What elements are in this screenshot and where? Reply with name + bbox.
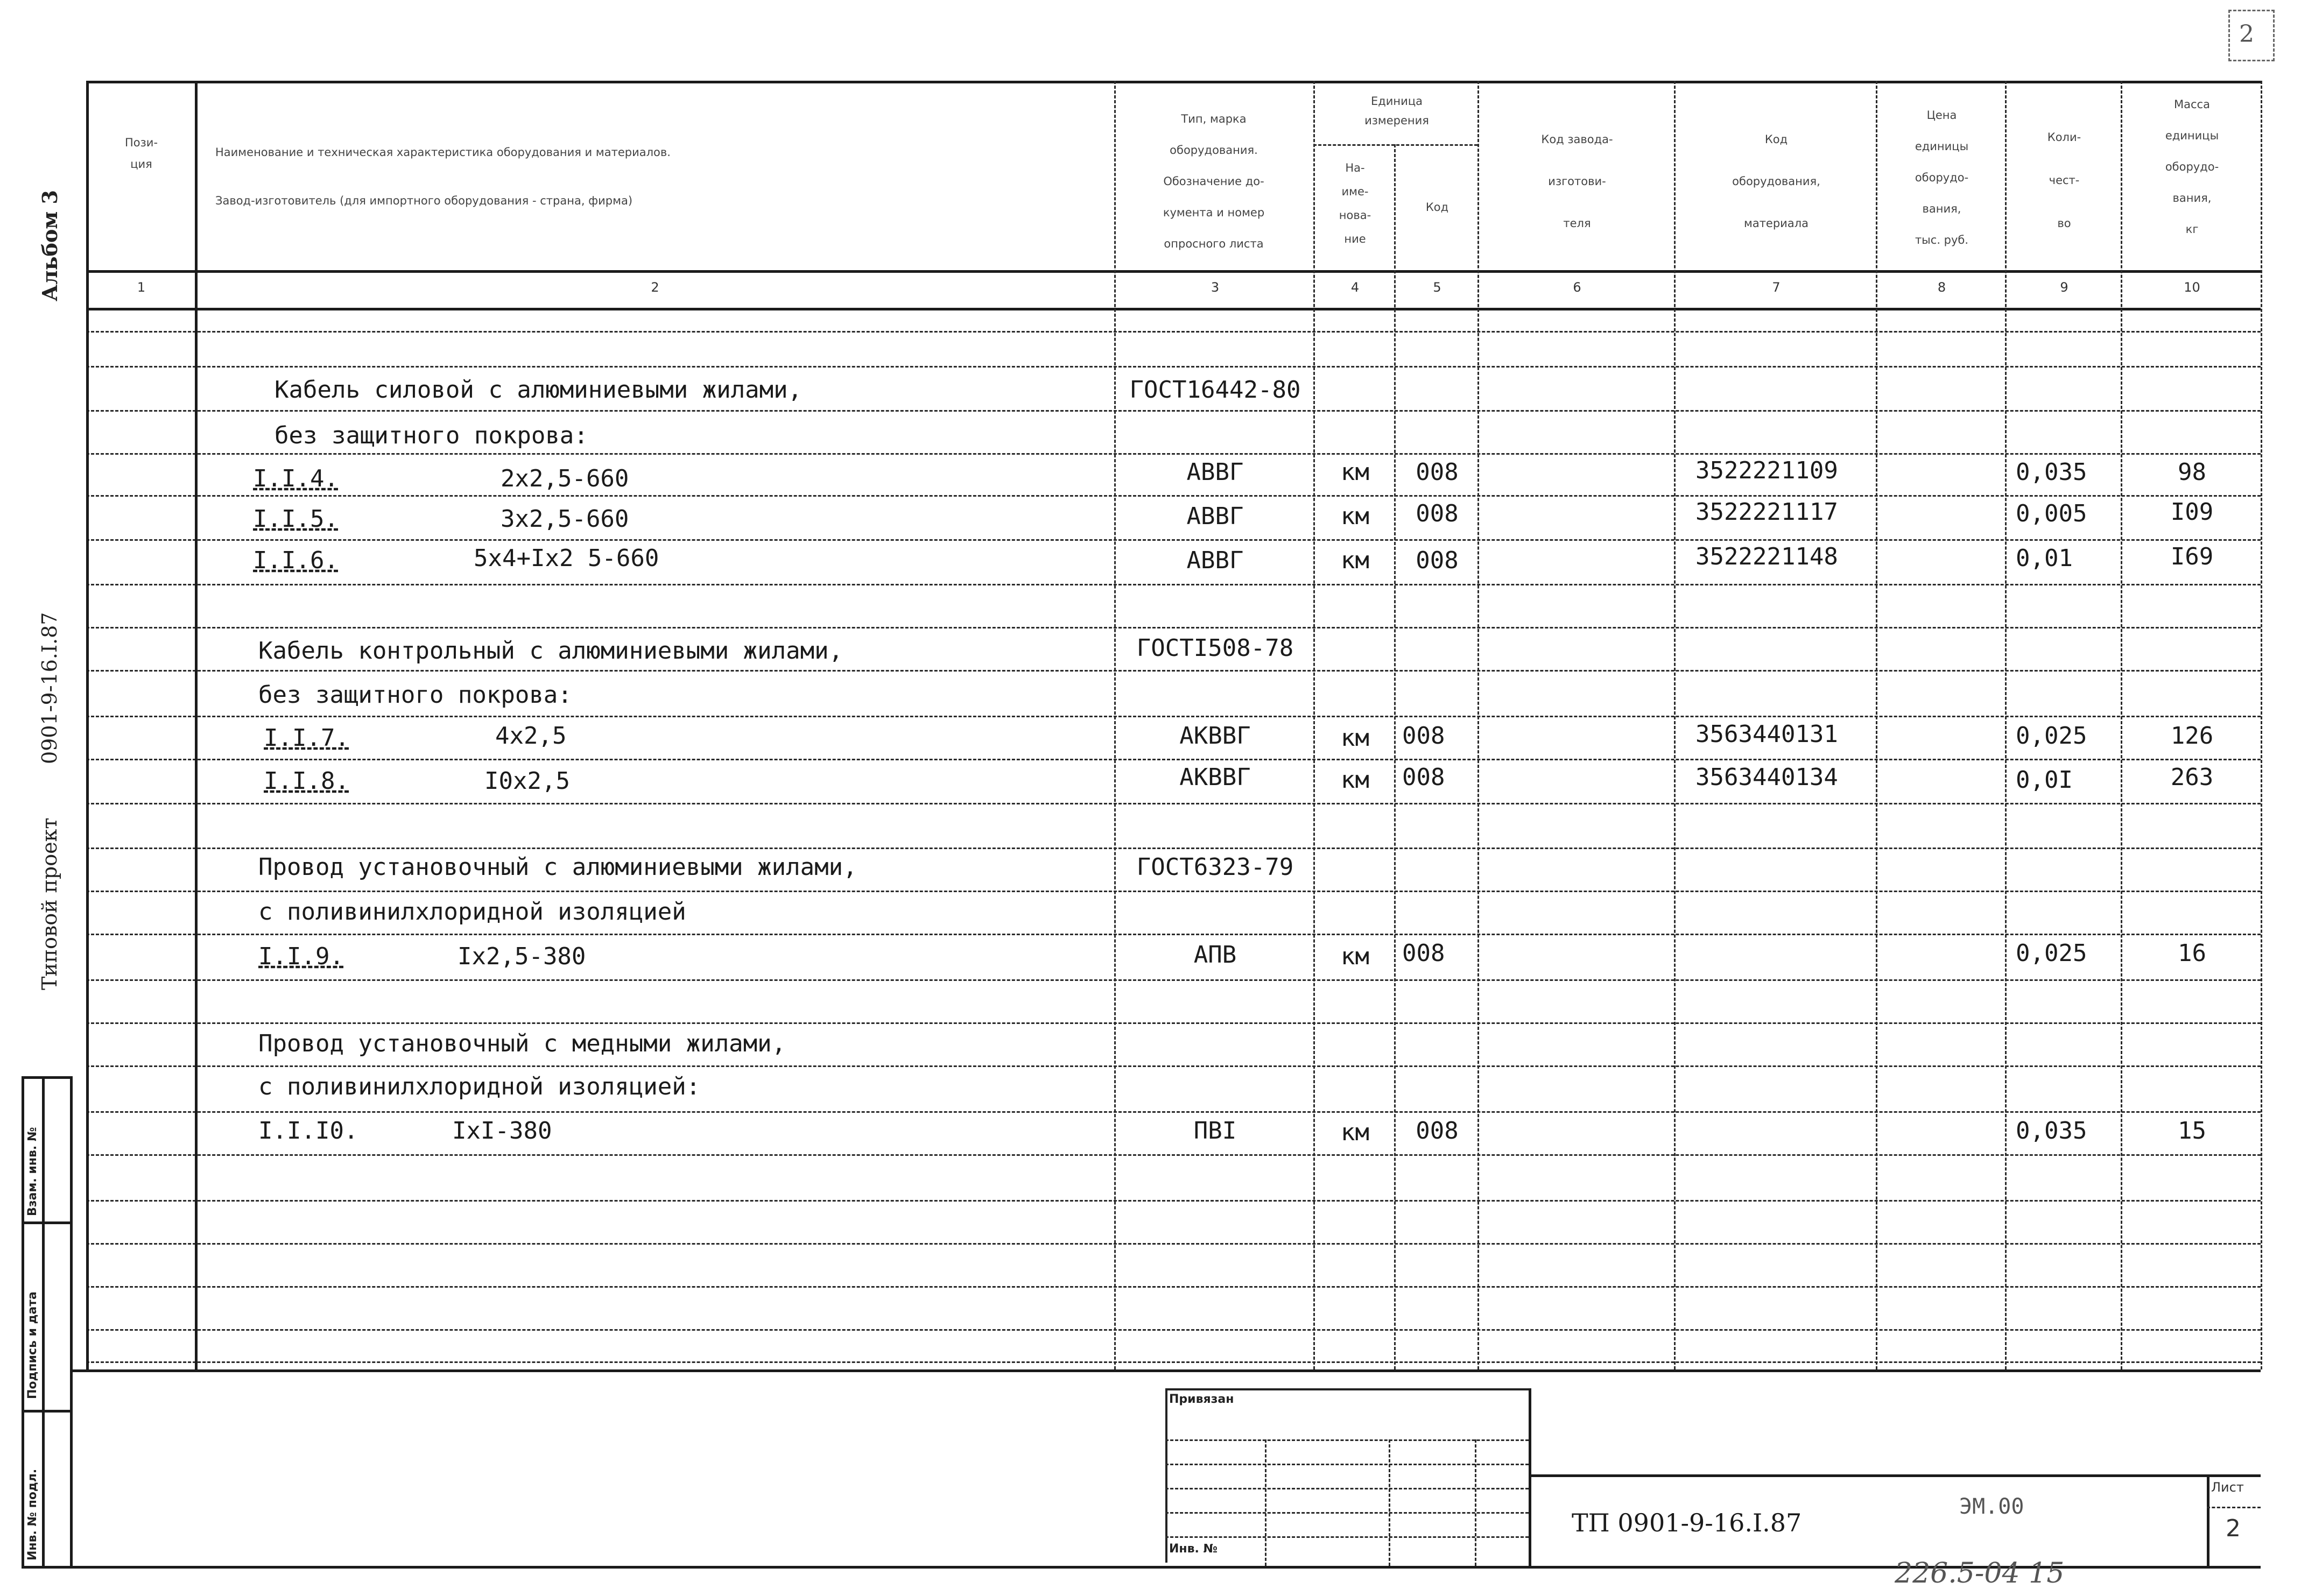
row-quantity: 0,01 [2016, 545, 2073, 572]
header-unit-code: Код [1425, 201, 1449, 214]
row-type: АКВВГ [1179, 764, 1251, 791]
stamp-signature-date: Подпись и дата [26, 1291, 39, 1399]
row-unit: км [1341, 943, 1369, 970]
row-mass: I09 [2170, 498, 2214, 526]
row-type: ПВI [1193, 1117, 1237, 1145]
row-type: АВВГ [1186, 458, 1244, 486]
row-item-code: 3522221148 [1695, 543, 1838, 570]
row-unit-code: 008 [1416, 500, 1459, 527]
row-spec: IxI-380 [452, 1117, 552, 1145]
row-mass: 15 [2178, 1117, 2206, 1145]
header-unit: Единица измерения [1364, 95, 1429, 127]
row-unit-code: 008 [1416, 1117, 1459, 1145]
sheet-corner-number: 2 [2239, 20, 2254, 48]
row-spec: I0x2,5 [484, 767, 570, 795]
album-label: Альбом 3 [38, 190, 62, 301]
header-quantity: Коли- чест- во [2047, 131, 2081, 230]
row-unit: км [1341, 503, 1369, 530]
col-number: 1 [137, 280, 146, 295]
row-name: Кабель силовой с алюминиевыми жилами, [275, 376, 803, 404]
row-spec: 2x2,5-660 [501, 465, 629, 492]
row-position: I.I.I0. [258, 1117, 358, 1145]
row-unit: км [1341, 766, 1369, 794]
row-quantity: 0,0I [2016, 766, 2073, 794]
header-item-code: Код оборудования, материала [1732, 133, 1820, 230]
row-unit: км [1341, 724, 1369, 752]
row-name: без защитного покрова: [275, 422, 588, 449]
row-position: I.I.6. [253, 547, 339, 574]
col-number: 2 [651, 280, 659, 295]
row-quantity: 0,005 [2016, 500, 2087, 527]
row-unit-code: 008 [1402, 764, 1445, 791]
inventory-label: Инв. № [1169, 1542, 1218, 1556]
project-code: 0901-9-16.I.87 [38, 612, 61, 764]
row-mass: 98 [2178, 458, 2206, 486]
row-item-code: 3563440134 [1695, 764, 1838, 791]
row-mass: 16 [2178, 940, 2206, 967]
row-type: ГОСТ16442-80 [1129, 376, 1301, 404]
row-quantity: 0,035 [2016, 1117, 2087, 1145]
header-maker-code: Код завода- изготови- теля [1541, 133, 1613, 230]
row-item-code: 3522221117 [1695, 498, 1838, 526]
row-unit: км [1341, 547, 1369, 574]
header-name: Наименование и техническая характеристика оборудования и материалов. Завод-изготовитель (для импортного оборудования - страна, фирма) [215, 146, 671, 207]
header-unit-name: На- име- нова- ние [1339, 161, 1371, 245]
row-name: Кабель контрольный с алюминиевыми жилами, [258, 637, 843, 665]
row-spec: 4x2,5 [495, 722, 567, 750]
row-mass: 263 [2170, 764, 2214, 791]
row-name: с поливинилхлоридной изоляцией: [258, 1073, 701, 1100]
stamp-inv-orig: Инв. № подл. [26, 1468, 39, 1560]
row-unit: км [1341, 1119, 1369, 1146]
col-number: 5 [1433, 280, 1441, 295]
row-spec: 3x2,5-660 [501, 505, 629, 533]
col-number: 8 [1937, 280, 1946, 295]
row-spec: Ix2,5-380 [458, 943, 586, 970]
row-position: I.I.5. [253, 505, 339, 533]
row-quantity: 0,025 [2016, 940, 2087, 967]
row-name: Провод установочный с медными жилами, [258, 1030, 786, 1057]
sheet-number: 2 [2226, 1515, 2241, 1542]
document-code: ТП 0901-9-16.I.87 [1572, 1508, 1802, 1537]
col-number: 3 [1211, 280, 1220, 295]
row-unit-code: 008 [1416, 547, 1459, 574]
row-position: I.I.4. [253, 465, 339, 492]
linked-label: Привязан [1169, 1393, 1234, 1406]
header-position: Пози- ция [124, 136, 158, 171]
row-type: ГОСТI508-78 [1136, 634, 1294, 662]
row-mass: I69 [2170, 543, 2214, 570]
row-position: I.I.9. [258, 943, 344, 970]
row-item-code: 3563440131 [1695, 721, 1838, 748]
project-label: Типовой проект [38, 817, 61, 990]
row-unit-code: 008 [1416, 458, 1459, 486]
row-type: АКВВГ [1179, 722, 1251, 750]
sheet-label: Лист [2211, 1480, 2244, 1495]
row-name: с поливинилхлоридной изоляцией [258, 898, 686, 926]
col-number: 9 [2060, 280, 2068, 295]
row-type: АВВГ [1186, 503, 1244, 530]
col-number: 10 [2184, 280, 2200, 295]
row-quantity: 0,035 [2016, 458, 2087, 486]
row-mass: 126 [2170, 722, 2214, 750]
row-type: АПВ [1193, 941, 1237, 969]
handwritten-note: 226.5-04 15 [1895, 1557, 2065, 1590]
row-type: АВВГ [1186, 547, 1244, 574]
row-type: ГОСТ6323-79 [1136, 853, 1294, 881]
row-position: I.I.8. [264, 767, 349, 795]
row-unit-code: 008 [1402, 722, 1445, 750]
col-number: 6 [1573, 280, 1581, 295]
row-item-code: 3522221109 [1695, 457, 1838, 484]
header-mass: Масса единицы оборудо- вания, кг [2165, 98, 2219, 236]
col-number: 4 [1350, 280, 1360, 295]
header-price: Цена единицы оборудо- вания, тыс. руб. [1915, 109, 1969, 246]
document-mark: ЭМ.00 [1959, 1494, 2024, 1519]
stamp-replaced-inv: Взам. инв. № [26, 1127, 39, 1216]
header-type: Тип, марка оборудования. Обозначение до- кумента и номер опросного листа [1163, 112, 1265, 250]
row-spec: 5x4+Ix2 5-660 [474, 545, 659, 572]
row-name: Провод установочный с алюминиевыми жилами, [258, 853, 857, 881]
row-position: I.I.7. [264, 724, 349, 752]
col-number: 7 [1772, 280, 1781, 295]
row-quantity: 0,025 [2016, 722, 2087, 750]
row-unit-code: 008 [1402, 940, 1445, 967]
row-name: без защитного покрова: [258, 681, 572, 709]
row-unit: км [1341, 458, 1369, 486]
